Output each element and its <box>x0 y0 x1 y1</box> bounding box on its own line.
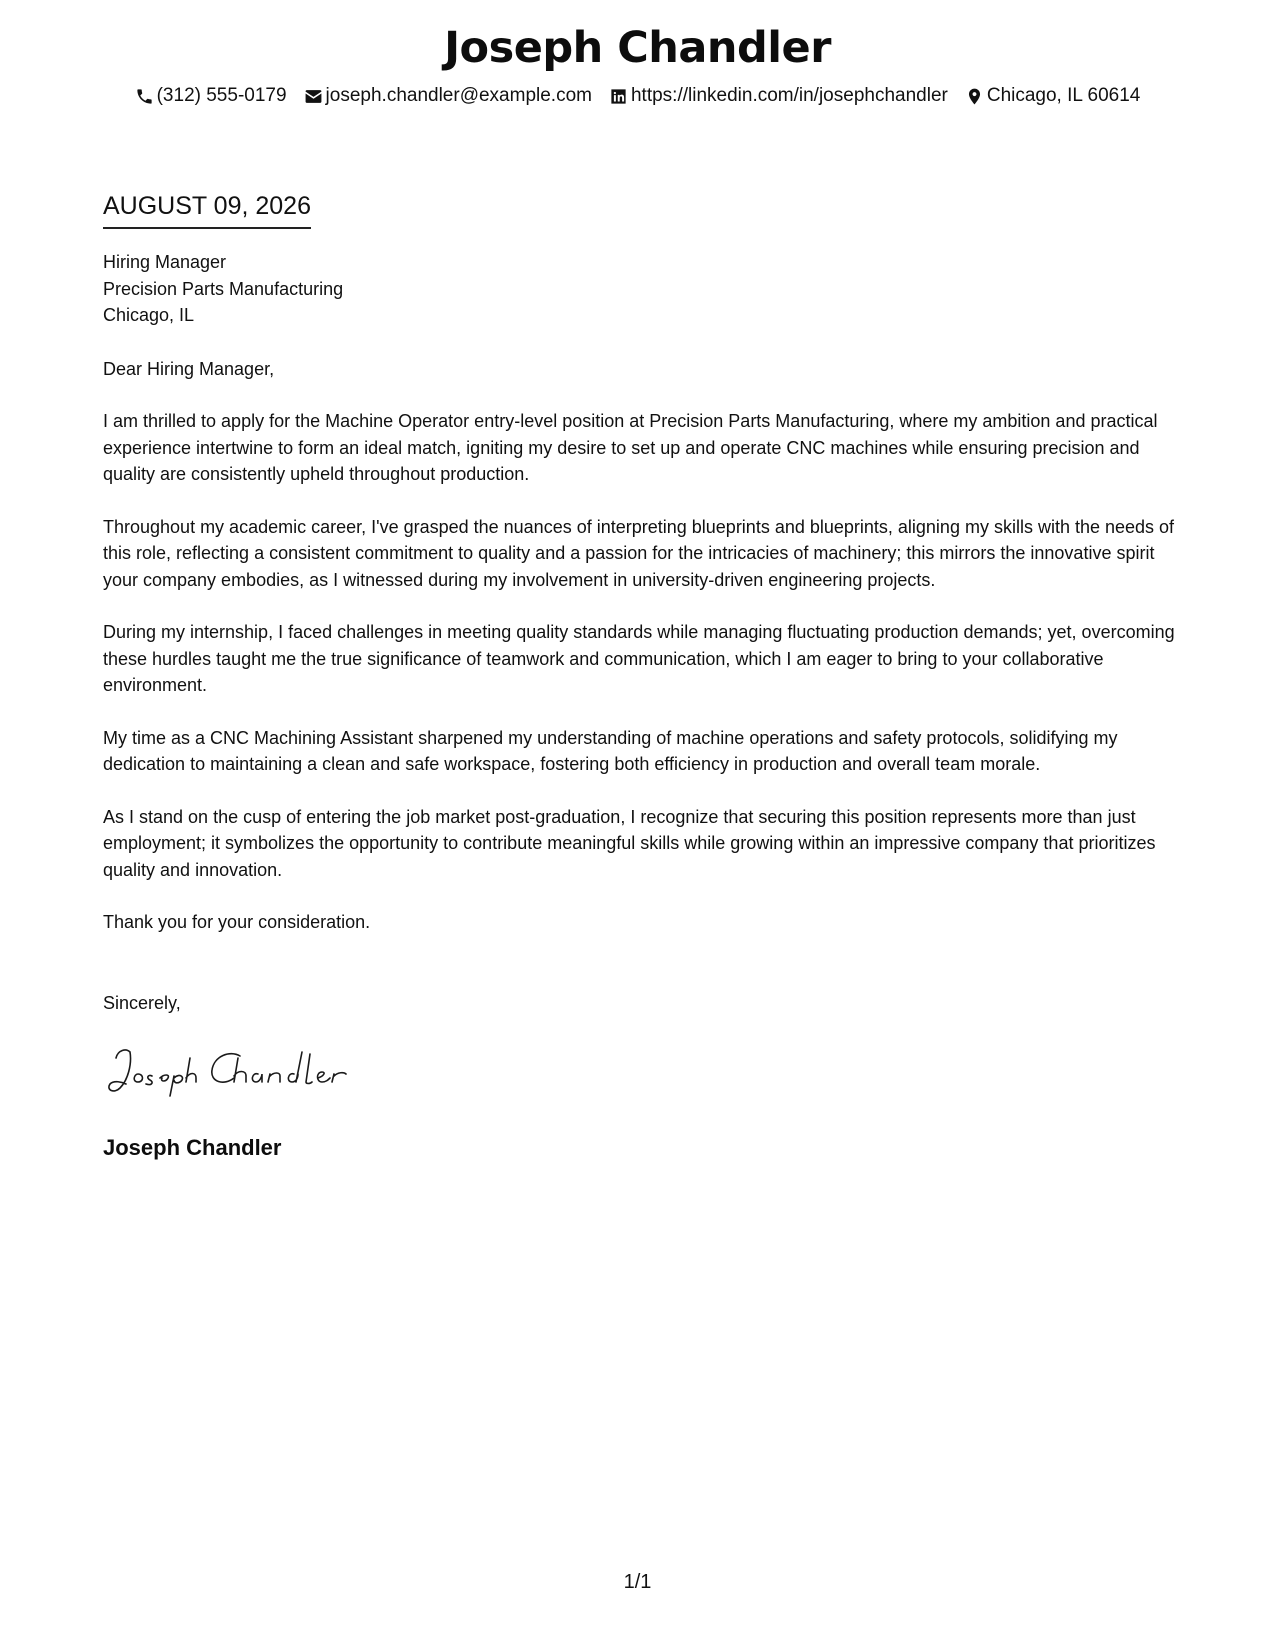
contact-phone <box>135 84 287 108</box>
body-paragraph: As I stand on the cusp of entering the job market post-graduation, I recognize that securing this position represents more than just employment; it symbolizes the opportunity to contribute meaningful skills while growing within an impressive company that prioritizes quality and innovation. <box>103 806 1156 880</box>
letter-date: AUGUST 09, 2026 <box>103 191 311 229</box>
recipient-title: Hiring Manager <box>103 252 227 272</box>
letter-body <box>103 249 1183 962</box>
recipient-company: Precision Parts Manufacturing <box>103 278 344 299</box>
body-paragraph: During my internship, I faced challenges in meeting quality standards while managing fluctuating production demands; yet, overcoming these hurdles taught me the true significance of teamwork and communication, which I am eager to bring to your collaborative environment. <box>103 622 1175 695</box>
map-marker-icon <box>965 87 984 106</box>
envelope-icon <box>304 87 323 106</box>
recipient-block <box>103 249 1183 329</box>
closing: Sincerely, <box>103 993 181 1013</box>
recipient-city: Chicago, IL <box>103 305 195 325</box>
email-link[interactable]: joseph.chandler@example.com <box>325 85 592 106</box>
location-text: Chicago, IL 60614 <box>986 85 1141 106</box>
body-paragraph: My time as a CNC Machining Assistant sharpened my understanding of machine operations and safety protocols, solidifying my dedication to maintaining a clean and safe workspace, fostering both efficiency in production and overall team morale. <box>103 727 1118 774</box>
applicant-name: Joseph Chandler <box>444 23 831 73</box>
body-paragraph: Throughout my academic career, I've grasped the nuances of interpreting blueprints and blueprints, aligning my skills with the needs of this role, reflecting a consistent commitment to quality and a passion for the intricacies of machinery; this mirrors the innovative spirit your company embodies, as I witnessed during my involvement in university-driven engineering projects. <box>103 516 1175 590</box>
phone-number: (312) 555-0179 <box>156 85 287 106</box>
phone-icon <box>135 87 154 106</box>
contact-bar <box>0 84 1275 108</box>
contact-location <box>965 84 1141 108</box>
letter-header <box>0 22 1275 108</box>
body-paragraph: I am thrilled to apply for the Machine Operator entry-level position at Precision Parts Manufacturing, where my ambition and practical experience intertwine to form an ideal match, igniting my desire to set up and operate CNC machines while ensuring precision and quality are consistently upheld throughout production. <box>103 411 1158 484</box>
contact-linkedin <box>609 84 948 108</box>
thank-you-line: Thank you for your consideration. <box>103 912 371 932</box>
linkedin-link[interactable]: https://linkedin.com/in/josephchandler <box>630 85 948 106</box>
contact-email <box>304 84 592 108</box>
linkedin-icon <box>609 87 628 106</box>
handwritten-signature <box>100 1040 360 1100</box>
salutation: Dear Hiring Manager, <box>103 358 275 379</box>
page-number: 1/1 <box>623 1571 652 1593</box>
signer-name: Joseph Chandler <box>103 1135 282 1160</box>
